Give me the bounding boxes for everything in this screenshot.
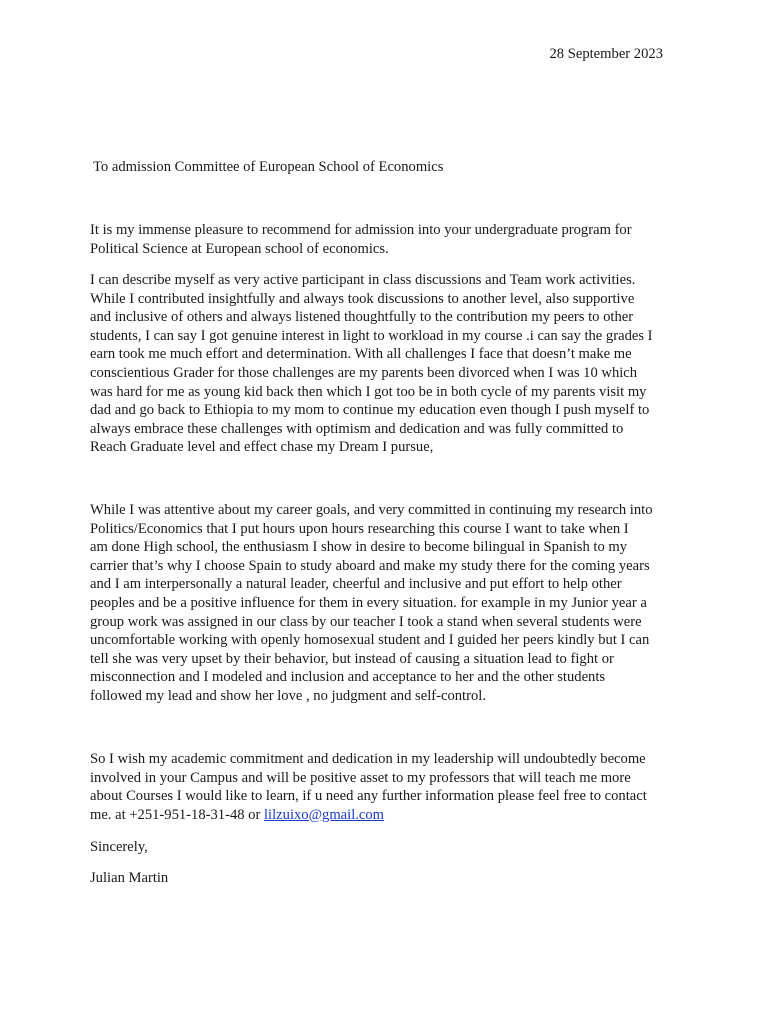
text-line: misconnection and I modeled and inclusion and acceptance to her and the other students (90, 669, 606, 686)
contact-text: me. at +251-951-18-31-48 or (90, 806, 264, 823)
conclusion-lines (90, 750, 678, 806)
text-line: Political Science at European school of economics. (90, 240, 389, 257)
text-line: followed my lead and show her love , no judgment and self-control. (90, 687, 486, 704)
text-line: While I was attentive about my career goals, and very committed in continuing my research into (90, 502, 653, 518)
text-line: Reach Graduate level and effect chase my Dream I pursue, (90, 439, 434, 456)
closing: Sincerely, (90, 839, 148, 855)
paragraph-conclusion (90, 750, 678, 824)
email-link[interactable]: lilzuixo@gmail.com (264, 806, 385, 823)
text-line: about Courses I would like to learn, if u need any further information please feel free to contact (90, 788, 647, 805)
letter-date: 28 September 2023 (549, 46, 663, 62)
text-line: earn took me much effort and determination. With all challenges I face that doesn’t make me (90, 346, 632, 363)
salutation: To admission Committee of European School of Economics (93, 159, 444, 175)
paragraph-background (90, 271, 678, 457)
text-line: students, I can say I got genuine interest in light to workload in my course .i can say the grades I (90, 327, 653, 344)
text-line: While I contributed insightfully and always took discussions to another level, also supportive (90, 290, 635, 307)
text-line: tell she was very upset by their behavior, but instead of causing a situation lead to fight or (90, 650, 614, 667)
text-line: It is my immense pleasure to recommend for admission into your undergraduate program for (90, 222, 632, 238)
signature: Julian Martin (90, 870, 169, 886)
text-line: So I wish my academic commitment and dedication in my leadership will undoubtedly become (90, 751, 646, 767)
text-line: dad and go back to Ethiopia to my mom to continue my education even though I push myself to (90, 402, 650, 419)
text-line: uncomfortable working with openly homosexual student and I guided her peers kindly but I can (90, 632, 650, 649)
paragraph-intro (90, 221, 678, 258)
text-line: conscientious Grader for those challenges are my parents been divorced when I was 10 which (90, 364, 638, 381)
text-line: always embrace these challenges with optimism and dedication and was fully committed to (90, 420, 624, 437)
text-line: and I am interpersonally a natural leader, cheerful and inclusive and put effort to help other (90, 576, 622, 593)
paragraph-goals (90, 501, 678, 706)
text-line: group work was assigned in our class by our teacher I took a stand when several students were (90, 613, 642, 630)
text-line: Politics/Economics that I put hours upon hours researching this course I want to take when I (90, 520, 629, 537)
text-line: carrier that’s why I choose Spain to study aboard and make my study there for the coming years (90, 557, 650, 574)
text-line: involved in your Campus and will be positive asset to my professors that will teach me more (90, 769, 631, 786)
text-line: was hard for me as young kid back then which I got too be in both cycle of my parents visit my (90, 383, 647, 400)
text-line: peoples and be a positive influence for them in every situation. for example in my Junior year a (90, 594, 647, 611)
text-line: and inclusive of others and always listened thoughtfully to the contribution my peers to other (90, 309, 634, 326)
text-line: am done High school, the enthusiasm I show in desire to become bilingual in Spanish to my (90, 539, 628, 556)
text-line: I can describe myself as very active participant in class discussions and Team work activities. (90, 272, 636, 288)
contact-line (90, 806, 678, 825)
